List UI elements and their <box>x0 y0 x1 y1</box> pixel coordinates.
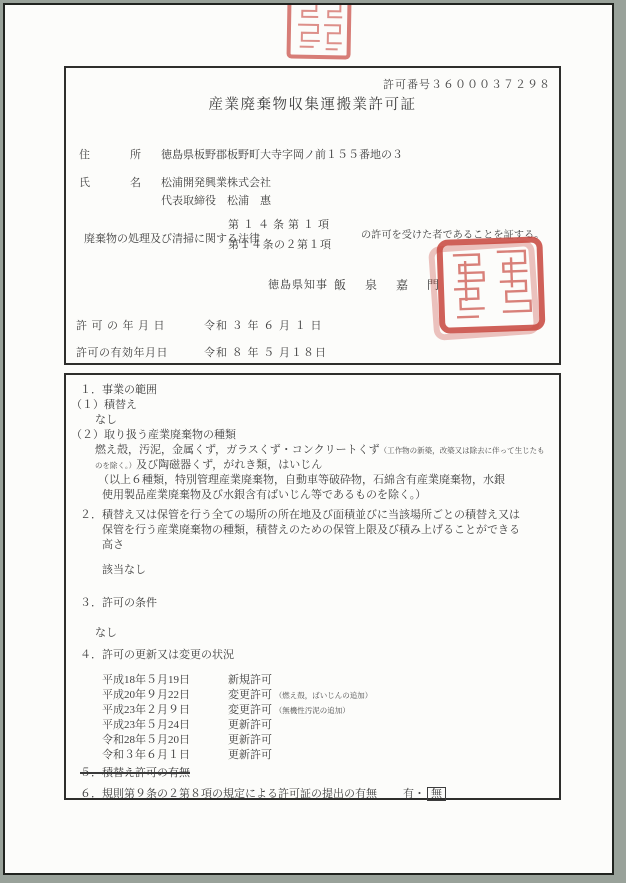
name-label: 氏 名 <box>79 177 147 189</box>
history-row <box>102 733 549 748</box>
history-label: 更新許可 <box>228 734 272 746</box>
corporate-seal-stamp <box>285 3 352 62</box>
governor-name: 飯 泉 嘉 門 <box>334 278 448 292</box>
history-date: 平成20年９月22日 <box>102 689 190 701</box>
governor-seal-icon <box>434 234 547 336</box>
section2-number: ２． <box>80 509 102 521</box>
section2-value: 該当なし <box>102 564 146 576</box>
section1-item1-label: （１）積替え <box>71 399 137 411</box>
history-row <box>102 748 549 763</box>
waste-types-note1: （以上６種類，特別管理産業廃棄物，自動車等破砕物，石綿含有産業廃棄物，水銀 <box>98 474 505 486</box>
section1-item2-label: （２）取り扱う産業廃棄物の種類 <box>71 429 236 441</box>
waste-types-main2: 及び陶磁器くず，がれき類，はいじん <box>136 459 323 471</box>
law-clauses <box>228 216 333 252</box>
section6-option-yes: 有・ <box>403 788 425 800</box>
waste-types-line2 <box>95 458 549 473</box>
expiry-date-label: 許可の有効年月日 <box>76 347 168 359</box>
section2-text: 積替え又は保管を行う全ての場所の所在地及び面積並びに当該場所ごとの積替え又は保管を行う産業廃棄物の種類，積替えのための保管上限及び積み上げることができる高さ <box>102 509 520 551</box>
history-date: 平成18年５月19日 <box>102 674 190 686</box>
section1-item1-value: なし <box>95 414 117 426</box>
corporate-seal-icon <box>285 3 352 62</box>
permit-details-box <box>64 373 561 800</box>
address-label: 住 所 <box>79 149 147 161</box>
section3-value: なし <box>95 627 117 639</box>
document-title: 産業廃棄物収集運搬業許可証 <box>208 97 417 113</box>
waste-types-small2: のを除く。） <box>95 461 137 470</box>
expiry-date-value: 令和 ８ 年 ５ 月１８日 <box>204 347 327 359</box>
permit-header-box <box>64 66 561 365</box>
grant-date-label: 許可の年月日 <box>76 320 169 332</box>
history-label: 新規許可 <box>228 674 272 686</box>
history-row <box>102 718 549 733</box>
history-date: 令和28年５月20日 <box>102 734 190 746</box>
section4-title: ４．許可の更新又は変更の状況 <box>80 649 234 661</box>
history-label: 変更許可 <box>228 689 272 701</box>
law-clause-1: 第１４条第１項 <box>228 219 333 231</box>
section5-title-struck <box>80 766 549 781</box>
section2-title <box>80 508 549 553</box>
section6-row <box>80 787 549 802</box>
history-label: 更新許可 <box>228 719 272 731</box>
history-note: （無機性汚泥の追加） <box>274 706 350 715</box>
history-label: 変更許可 <box>228 704 272 716</box>
governor-title: 徳島県知事 <box>268 279 328 291</box>
history-note: （燃え殻，ばいじんの追加） <box>274 691 373 700</box>
law-suffix: の許可を受けた者であることを証する。 <box>361 230 545 241</box>
section6-option-no-boxed: 無 <box>427 787 446 801</box>
grant-date-value: 令和 ３ 年 ６ 月 １ 日 <box>204 320 323 332</box>
waste-types-main1: 燃え殻，汚泥，金属くず，ガラスくず・コンクリートくず <box>95 444 380 456</box>
representative-name: 代表取締役 松浦 惠 <box>161 195 271 207</box>
paper <box>3 3 614 875</box>
history-row <box>102 703 549 718</box>
waste-types-note2: 使用製品産業廃棄物及び水銀含有ばいじん等であるものを除く。） <box>102 489 427 501</box>
section6-title: ６．規則第９条の２第８項の規定による許可証の提出の有無 <box>80 788 377 800</box>
history-date: 令和３年６月１日 <box>102 749 190 761</box>
section1-title: １．事業の範囲 <box>80 384 157 396</box>
law-prefix: 廃棄物の処理及び清掃に関する法律 <box>84 233 260 245</box>
waste-types-small1: （工作物の新築，改築又は除去に伴って生じたも <box>379 446 545 455</box>
history-label: 更新許可 <box>228 749 272 761</box>
section5-strikethrough-text: ５．積替え許可の有無 <box>80 767 190 779</box>
history-date: 平成23年２月９日 <box>102 704 190 716</box>
permit-history-list <box>66 673 549 763</box>
address-value: 徳島県板野郡板野町大寺字岡ノ前１５５番地の３ <box>161 149 403 161</box>
waste-types-line1 <box>95 443 549 458</box>
governor-seal-stamp <box>434 234 553 340</box>
history-date: 平成23年５月24日 <box>102 719 190 731</box>
history-row <box>102 673 549 688</box>
section3-title: ３．許可の条件 <box>80 597 157 609</box>
law-clause-2: 第１４条の２第１項 <box>228 239 332 251</box>
permit-number: 許可番号３６０００３７２９８ <box>383 79 551 91</box>
company-name: 松浦開発興業株式会社 <box>161 177 271 189</box>
history-row <box>102 688 549 703</box>
